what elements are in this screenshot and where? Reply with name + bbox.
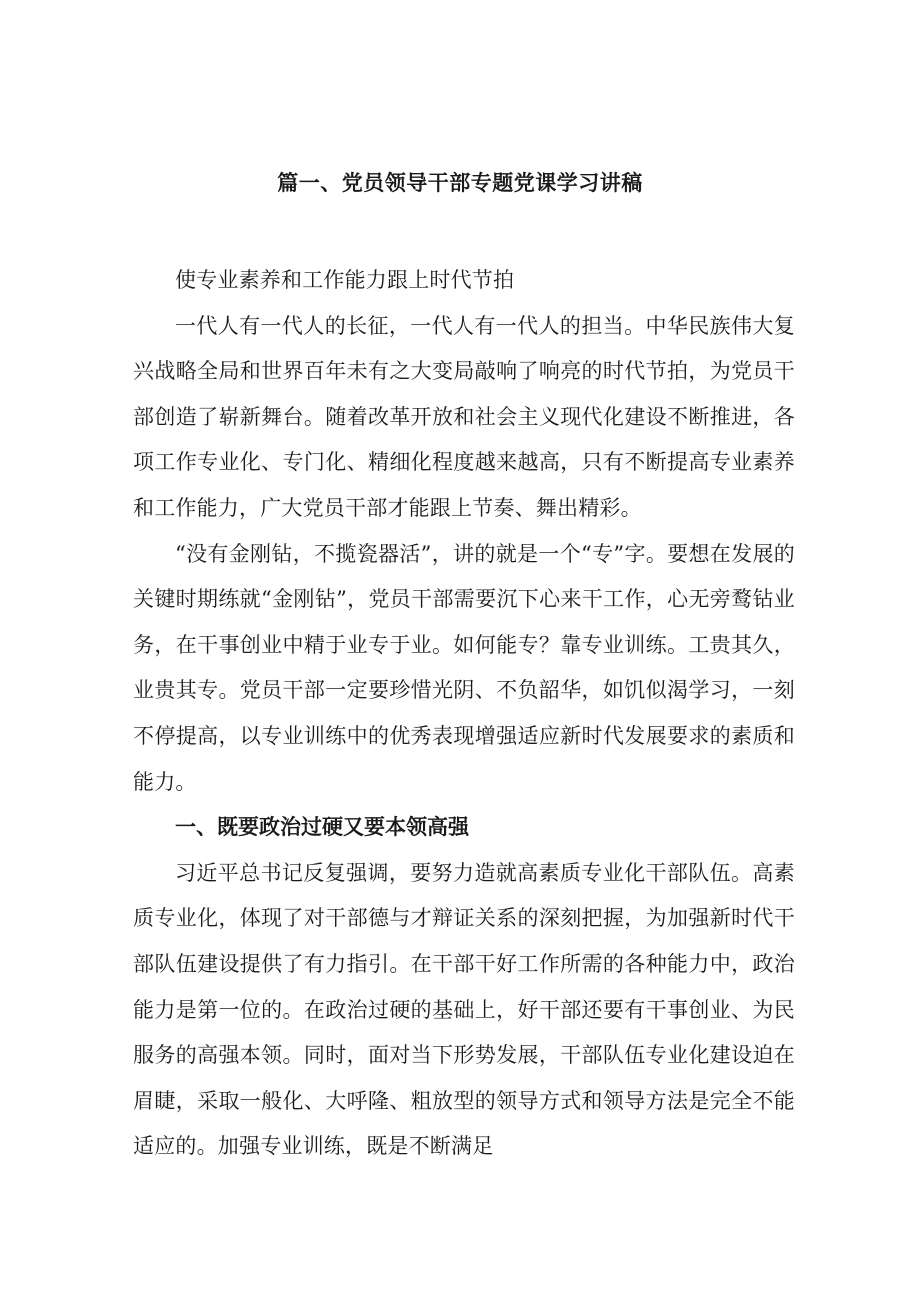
document-subtitle: 使专业素养和工作能力跟上时代节拍 xyxy=(175,268,515,292)
body-paragraph-1: 一代人有一代人的长征，一代人有一代人的担当。中华民族伟大复兴战略全局和世界百年未有之大变局敲响了响亮的时代节拍，为党员干部创造了崭新舞台。随着改革开放和社会主义现代化建设不断推进，各项工作专业化、专门化、精细化程度越来越高，只有不断提高专业素养和工作能力，广大党员干部才能跟上节奏、舞出精彩。 xyxy=(133,313,795,520)
document-body xyxy=(133,258,795,1170)
body-paragraph-2: “没有金刚钻，不揽瓷器活”，讲的就是一个“专”字。要想在发展的关键时期练就“金刚钻”，党员干部需要沉下心来干工作，心无旁鹜钻业务，在干事创业中精于业专于业。如何能专？靠专业训练。工贵其久，业贵其专。党员干部一定要珍惜光阴、不负韶华，如饥似渴学习，一刻不停提高，以专业训练中的优秀表现增强适应新时代发展要求的素质和能力。 xyxy=(133,541,795,794)
document-title: 篇一、党员领导干部专题党课学习讲稿 xyxy=(277,171,643,195)
section-heading-1: 一、既要政治过硬又要本领高强 xyxy=(175,815,469,840)
section-1-paragraph: 习近平总书记反复强调，要努力造就高素质专业化干部队伍。高素质专业化，体现了对干部德与才辩证关系的深刻把握，为加强新时代干部队伍建设提供了有力指引。在干部干好工作所需的各种能力中，政治能力是第一位的。在政治过硬的基础上，好干部还要有干事创业、为民服务的高强本领。同时，面对当下形势发展，干部队伍专业化建设迫在眉睫，采取一般化、大呼隆、粗放型的领导方式和领导方法是完全不能适应的。加强专业训练，既是不断满足 xyxy=(133,860,795,1159)
